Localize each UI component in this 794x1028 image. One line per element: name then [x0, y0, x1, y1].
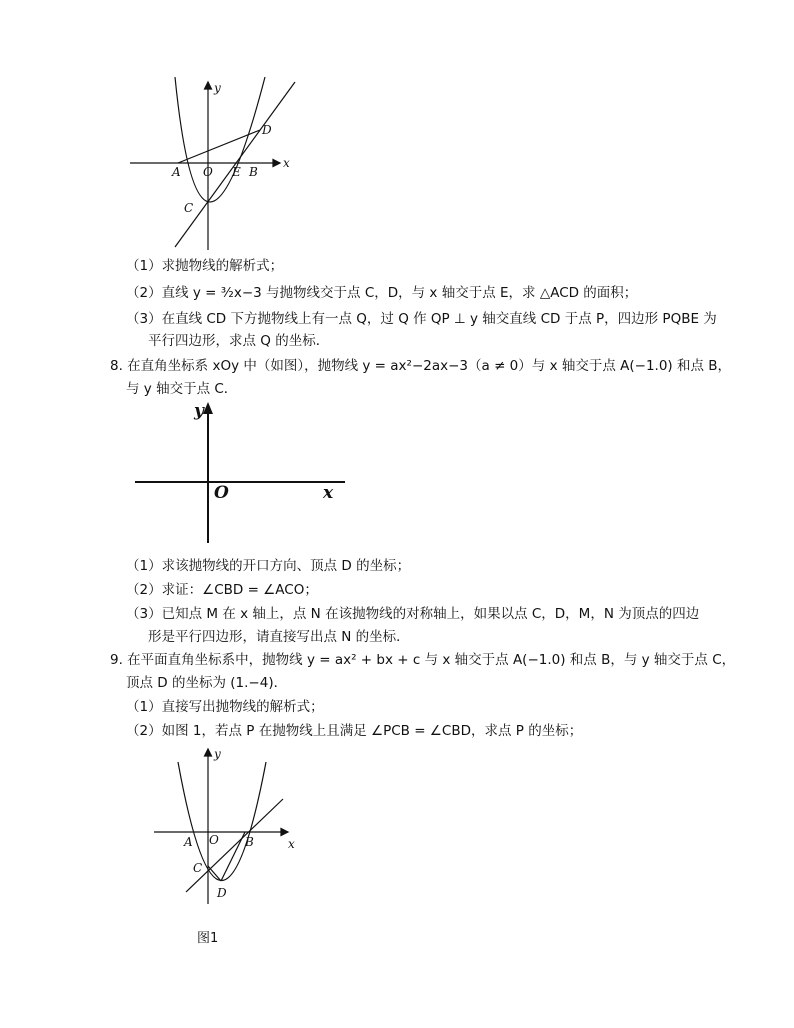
- q8-part3-line1: （3）已知点 M 在 x 轴上，点 N 在该抛物线的对称轴上，如果以点 C，D，M，N 为顶点的四边: [126, 606, 700, 622]
- label-d: D: [217, 886, 227, 900]
- label-c: C: [184, 201, 194, 215]
- y-axis-arrow: [205, 82, 212, 89]
- line-cb: [186, 799, 283, 892]
- x-axis-arrow: [273, 160, 280, 167]
- q7-part2: （2）直线 y = ³⁄₂x−3 与抛物线交于点 C，D，与 x 轴交于点 E，求 △ACD 的面积；: [126, 285, 638, 301]
- q8-stem-line1: 8. 在直角坐标系 xOy 中（如图），抛物线 y = ax²−2ax−3（a ≠ 0）与 x 轴交于点 A(−1.0) 和点 B，: [110, 358, 732, 374]
- q8-part1: （1）求该抛物线的开口方向、顶点 D 的坐标；: [126, 558, 411, 574]
- q7-part3-line1: （3）在直线 CD 下方抛物线上有一点 Q，过 Q 作 QP ⊥ y 轴交直线 CD 于点 P，四边形 PQBE 为: [126, 311, 717, 327]
- label-a: A: [184, 835, 193, 849]
- label-x: x: [283, 156, 290, 170]
- label-e: E: [232, 165, 241, 179]
- figure-3-parabola: [148, 744, 308, 909]
- label-o: O: [214, 483, 229, 503]
- x-axis-arrow: [281, 829, 288, 836]
- label-c: C: [193, 861, 203, 875]
- label-d: D: [262, 123, 272, 137]
- label-x: x: [323, 483, 334, 503]
- parabola: [178, 762, 266, 881]
- y-axis-arrow: [205, 749, 212, 756]
- figure-2-axes: [130, 398, 350, 548]
- label-y: y: [214, 81, 221, 95]
- q8-part2: （2）求证：∠CBD = ∠ACO；: [126, 582, 318, 598]
- y-axis-arrow: [203, 402, 213, 414]
- figure-3-caption: 图1: [197, 931, 219, 946]
- q9-part1: （1）直接写出抛物线的解析式；: [126, 699, 324, 715]
- q9-part2: （2）如图 1，若点 P 在抛物线上且满足 ∠PCB = ∠CBD，求点 P 的坐标；: [126, 723, 583, 739]
- label-x: x: [288, 837, 295, 851]
- label-b: B: [249, 165, 258, 179]
- label-o: O: [203, 165, 213, 179]
- label-o: O: [209, 833, 219, 847]
- q9-stem-line2: 顶点 D 的坐标为 (1.−4)．: [126, 675, 288, 691]
- label-a: A: [172, 165, 181, 179]
- label-y: y: [214, 747, 221, 761]
- label-y: y: [194, 401, 204, 421]
- q8-stem-line2: 与 y 轴交于点 C．: [126, 381, 238, 397]
- figure-1-parabola-line: [120, 72, 310, 257]
- label-b: B: [245, 835, 254, 849]
- q7-part3-line2: 平行四边形，求点 Q 的坐标．: [148, 333, 330, 349]
- parabola: [175, 77, 265, 202]
- q9-stem-line1: 9. 在平面直角坐标系中，抛物线 y = ax² + bx + c 与 x 轴交于点 A(−1.0) 和点 B，与 y 轴交于点 C，: [110, 652, 736, 668]
- segment-cd: [208, 866, 221, 881]
- q7-part1: （1）求抛物线的解析式；: [126, 258, 284, 274]
- q8-part3-line2: 形是平行四边形，请直接写出点 N 的坐标．: [148, 629, 410, 645]
